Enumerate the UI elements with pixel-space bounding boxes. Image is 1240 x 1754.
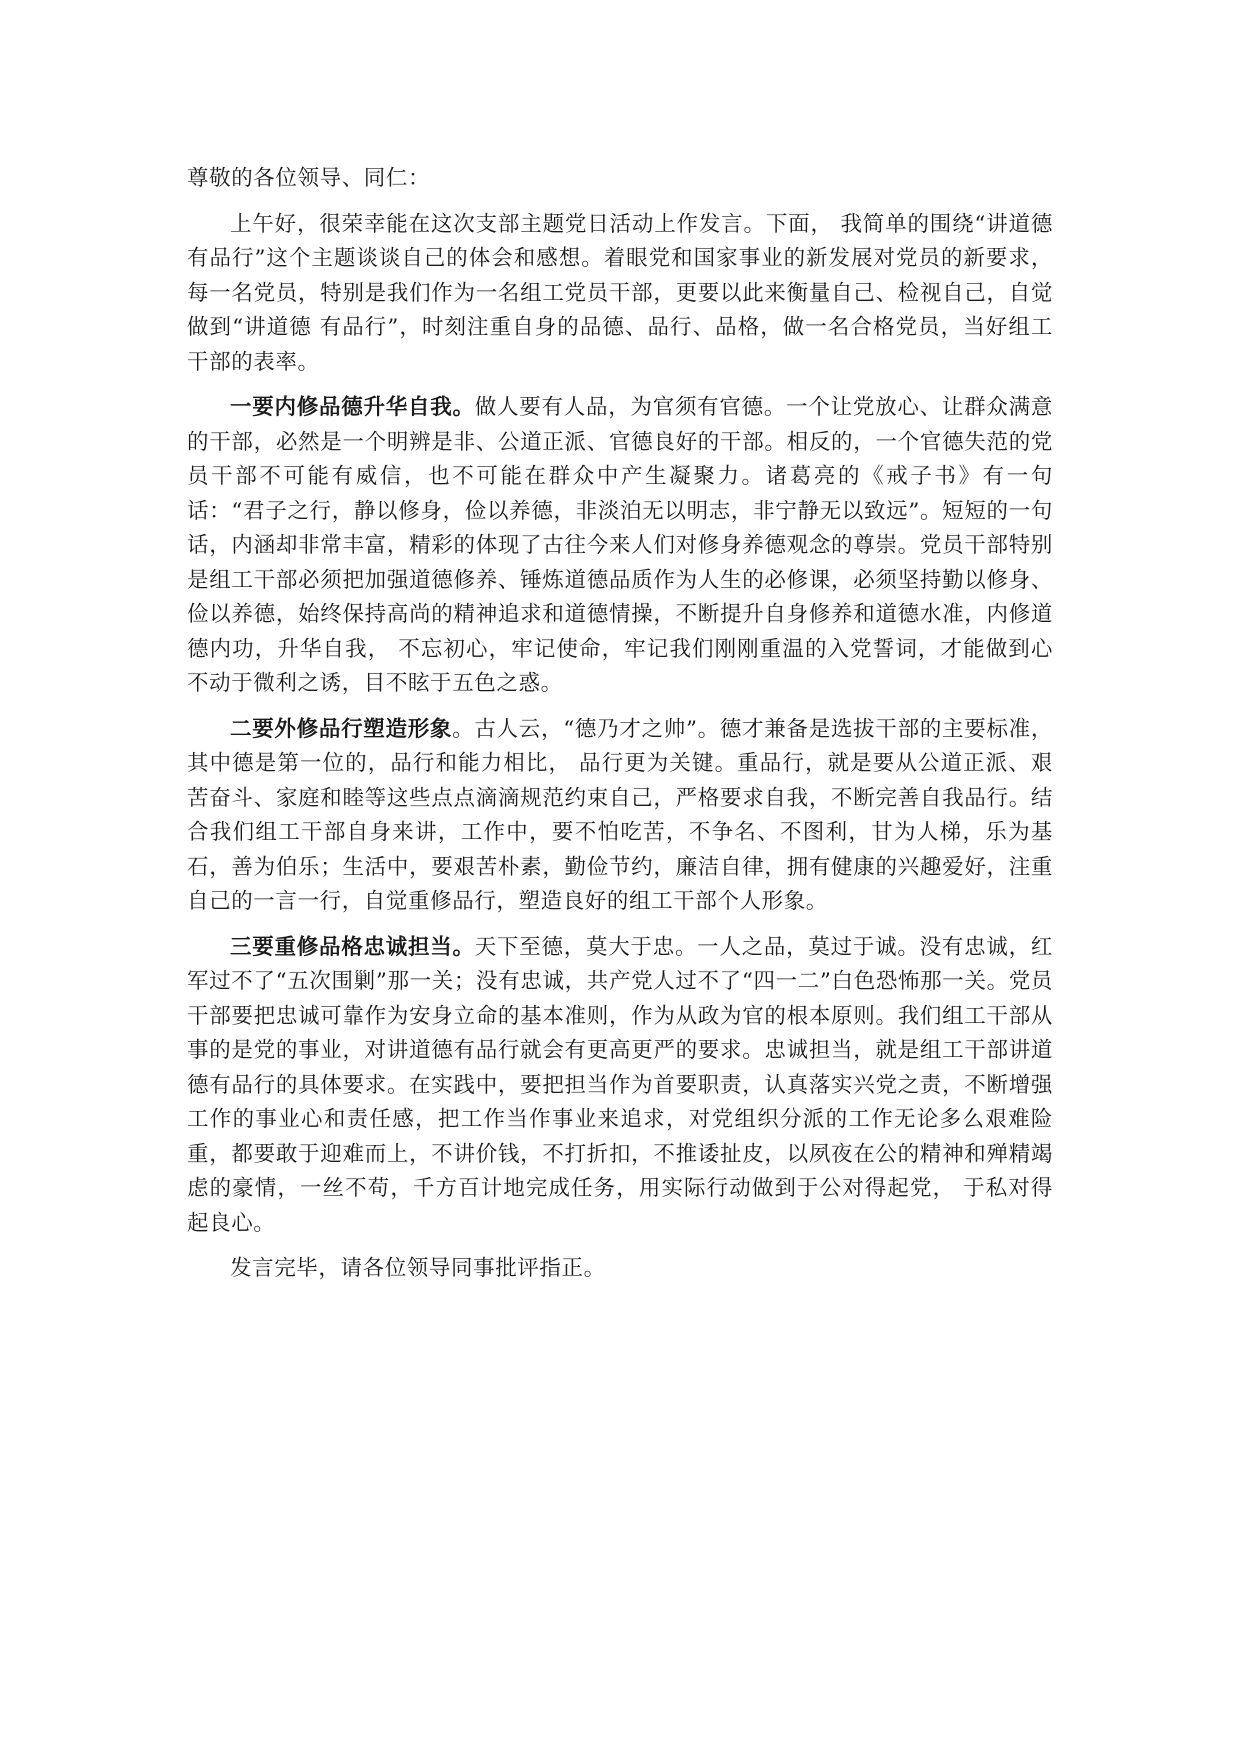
section-3-paragraph	[187, 931, 1053, 1242]
section-1-body: 做人要有人品，为官须有官德。一个让党放心、让群众满意的干部，必然是一个明辨是非、公道正派、官德良好的干部。相反的，一个官德失范的党员干部不可能有威信，也不可能在群众中产生凝聚力。诸葛亮的《戒子书》有一句话：“君子之行，静以修身，俭以养德，非淡泊无以明志，非宁静无以致远”。短短的一句话，内涵却非常丰富，精彩的体现了古往今来人们对修身养德观念的尊崇。党员干部特别是组工干部必须把加强道德修养、锤炼道德品质作为人生的必修课，必须坚持勤以修身、俭以养德，始终保持高尚的精神追求和道德情操，不断提升自身修养和道德水准，内修道德内功，升华自我， 不忘初心，牢记使命，牢记我们刚刚重温的入党誓词，才能做到心不动于微利之诱，目不眩于五色之惑。	[187, 395, 1053, 696]
section-1-heading: 一要内修品德升华自我。	[230, 395, 475, 420]
intro-paragraph: 上午好，很荣幸能在这次支部主题党日活动上作发言。下面， 我简单的围绕“讲道德 有品行”这个主题谈谈自己的体会和感想。着眼党和国家事业的新发展对党员的新要求，每一名党员，特别是我们作为一名组工党员干部，更要以此来衡量自己、检视自己，自觉做到“讲道德 有品行”，时刻注重自身的品德、品行、品格，做一名合格党员，当好组工干部的表率。	[187, 211, 1053, 375]
section-1-paragraph	[187, 391, 1053, 702]
section-2-heading: 二要外修品行塑造形象	[230, 716, 453, 742]
section-2-paragraph	[187, 713, 1053, 920]
section-2-body: 。古人云，“德乃才之帅”。德才兼备是选拔干部的主要标准，其中德是第一位的，品行和能力相比， 品行更为关键。重品行，就是要从公道正派、艰苦奋斗、家庭和睦等这些点点滴滴规范约束自己，严格要求自我，不断完善自我品行。结合我们组工干部自身来讲，工作中，要不怕吃苦，不争名、不图利，甘为人梯，乐为基石，善为伯乐；生活中，要艰苦朴素，勤俭节约，廉洁自律，拥有健康的兴趣爱好，注重自己的一言一行，自觉重修品行，塑造良好的组工干部个人形象。	[187, 716, 1053, 914]
closing-paragraph: 发言完毕，请各位领导同事批评指正。	[230, 1256, 606, 1281]
salutation: 尊敬的各位领导、同仁：	[187, 166, 431, 191]
section-3-body: 天下至德，莫大于忠。一人之品，莫过于诚。没有忠诚，红军过不了“五次围剿”那一关；没有忠诚，共产党人过不了“四一二”白色恐怖那一关。党员干部要把忠诚可靠作为安身立命的基本准则，作为从政为官的根本原则。我们组工干部从事的是党的事业，对讲道德有品行就会有更高更严的要求。忠诚担当，就是组工干部讲道德有品行的具体要求。在实践中，要把担当作为首要职责，认真落实兴党之责，不断增强工作的事业心和责任感，把工作当作事业来追求，对党组织分派的工作无论多么艰难险重，都要敢于迎难而上，不讲价钱，不打折扣，不推诿扯皮，以夙夜在公的精神和殚精竭虑的豪情，一丝不苟，千方百计地完成任务，用实际行动做到于公对得起党， 于私对得起良心。	[187, 934, 1053, 1236]
document-body	[187, 162, 1053, 1298]
section-3-heading: 三要重修品格忠诚担当。	[230, 934, 475, 960]
